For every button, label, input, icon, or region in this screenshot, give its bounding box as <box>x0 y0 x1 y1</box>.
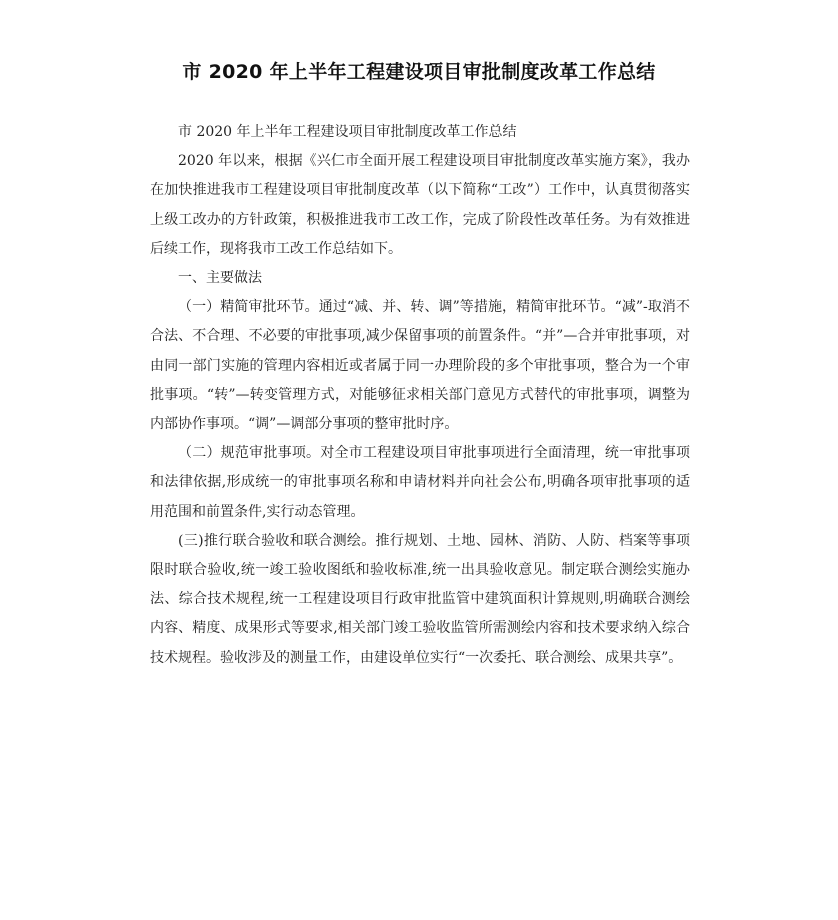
paragraph-standardize-approval: （二）规范审批事项。对全市工程建设项目审批事项进行全面清理，统一审批事项和法律依据,形成统一的审批事项名称和申请材料并向社会公布,明确各项审批事项的适用范围和前置条件,实行动态管理。 <box>150 445 690 520</box>
document-title: 市 2020 年上半年工程建设项目审批制度改革工作总结 <box>182 61 656 83</box>
paragraph-streamline-approval: （一）精简审批环节。通过“减、并、转、调”等措施，精简审批环节。“减”-取消不合法、不合理、不必要的审批事项,减少保留事项的前置条件。“并”—合并审批事项，对由同一部门实施的管理内容相近或者属于同一办理阶段的多个审批事项，整合为一个审批事项。“转”—转变管理方式，对能够征求相关部门意见方式替代的审批事项，调整为内部协作事项。“调”—调部分事项的整审批时序。 <box>150 299 690 433</box>
intro-paragraph: 2020 年以来，根据《兴仁市全面开展工程建设项目审批制度改革实施方案》，我办在加快推进我市工程建设项目审批制度改革（以下简称“工改”）工作中，认真贯彻落实上级工改办的方针政策，积极推进我市工改工作，完成了阶段性改革任务。为有效推进后续工作，现将我市工改工作总结如下。 <box>150 153 690 257</box>
subtitle-line: 市 2020 年上半年工程建设项目审批制度改革工作总结 <box>178 124 517 140</box>
section-heading-main-practices: 一、主要做法 <box>178 270 262 287</box>
paragraph-joint-acceptance: (三)推行联合验收和联合测绘。推行规划、土地、园林、消防、人防、档案等事项限时联合验收,统一竣工验收图纸和验收标准,统一出具验收意见。制定联合测绘实施办法、综合技术规程,统一工程建设项目行政审批监管中建筑面积计算规则,明确联合测绘内容、精度、成果形式等要求,相关部门竣工验收监管所需测绘内容和技术要求纳入综合技术规程。验收涉及的测量工作，由建设单位实行“一次委托、联合测绘、成果共享”。 <box>150 532 690 666</box>
document-body <box>150 118 690 673</box>
